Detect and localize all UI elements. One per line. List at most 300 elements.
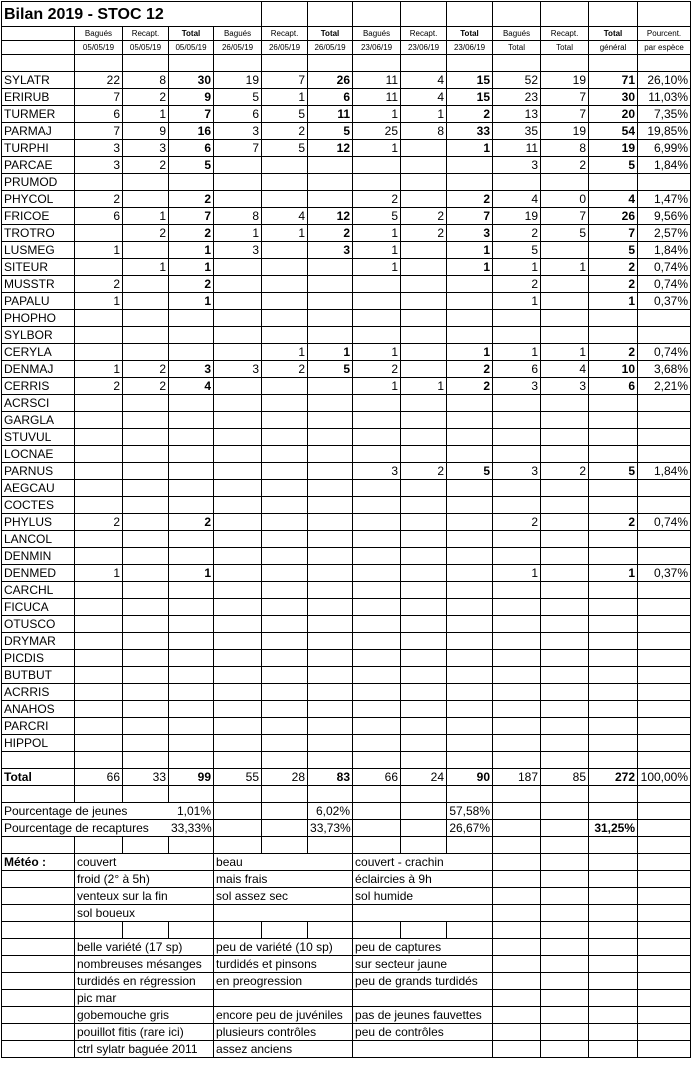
- spacer-row: [2, 922, 691, 939]
- species-value: [493, 412, 541, 429]
- species-value: [638, 701, 691, 718]
- species-value: 2: [353, 361, 401, 378]
- species-value: [401, 684, 447, 701]
- species-value: 9: [169, 89, 214, 106]
- species-value: [308, 293, 353, 310]
- species-value: 2: [589, 276, 638, 293]
- notes-row: [2, 939, 691, 956]
- column-subheader: Total: [541, 41, 589, 55]
- species-value: [214, 718, 262, 735]
- empty-cell: [541, 1024, 589, 1041]
- species-code: LANCOL: [2, 531, 75, 548]
- species-value: [353, 531, 401, 548]
- empty-cell: [541, 871, 589, 888]
- meteo-row: [2, 854, 691, 871]
- species-value: 5: [541, 225, 589, 242]
- species-value: [214, 701, 262, 718]
- species-value: 0,74%: [638, 259, 691, 276]
- species-value: [169, 582, 214, 599]
- species-value: [262, 650, 308, 667]
- species-value: 6: [589, 378, 638, 395]
- species-value: 3: [75, 140, 123, 157]
- species-value: [638, 174, 691, 191]
- species-row: [2, 684, 691, 701]
- species-value: [401, 174, 447, 191]
- species-value: 1: [262, 89, 308, 106]
- meteo-note: mais frais: [214, 871, 353, 888]
- empty-cell: [2, 1007, 75, 1024]
- species-value: [214, 293, 262, 310]
- species-value: 1,84%: [638, 157, 691, 174]
- empty-cell: [589, 837, 638, 854]
- species-row: [2, 208, 691, 225]
- species-value: [447, 582, 493, 599]
- species-value: [589, 684, 638, 701]
- empty-cell: [638, 990, 691, 1007]
- species-row: [2, 174, 691, 191]
- species-row: [2, 514, 691, 531]
- species-value: [308, 429, 353, 446]
- species-value: [262, 565, 308, 582]
- column-subheader: par espèce: [638, 41, 691, 55]
- empty-cell: [589, 973, 638, 990]
- species-value: [262, 616, 308, 633]
- species-value: [75, 667, 123, 684]
- species-code: AEGCAU: [2, 480, 75, 497]
- total-value: 66: [75, 769, 123, 786]
- species-code: GARGLA: [2, 412, 75, 429]
- sheet-title: Bilan 2019 - STOC 12: [2, 2, 214, 27]
- species-row: [2, 395, 691, 412]
- empty-cell: [589, 922, 638, 939]
- species-value: 3: [214, 123, 262, 140]
- species-value: 1: [353, 140, 401, 157]
- species-value: 3: [308, 242, 353, 259]
- meteo-row: [2, 888, 691, 905]
- species-value: 6: [75, 106, 123, 123]
- species-value: 4: [262, 208, 308, 225]
- session-note: [353, 1041, 493, 1058]
- species-value: [262, 412, 308, 429]
- species-value: [589, 599, 638, 616]
- species-value: 71: [589, 72, 638, 89]
- empty-cell: [123, 55, 169, 72]
- species-row: [2, 259, 691, 276]
- species-value: 22: [75, 72, 123, 89]
- species-value: 7: [75, 123, 123, 140]
- species-value: 1: [169, 565, 214, 582]
- species-value: [401, 616, 447, 633]
- species-value: [493, 310, 541, 327]
- species-value: [589, 327, 638, 344]
- species-value: [541, 735, 589, 752]
- species-value: [123, 395, 169, 412]
- empty-cell: [541, 939, 589, 956]
- species-value: [447, 327, 493, 344]
- empty-cell: [493, 871, 541, 888]
- species-value: 0,37%: [638, 293, 691, 310]
- species-value: [308, 480, 353, 497]
- species-value: 9: [123, 123, 169, 140]
- species-value: 1: [541, 344, 589, 361]
- species-value: [123, 344, 169, 361]
- meteo-note: froid (2° à 5h): [75, 871, 214, 888]
- empty-cell: [638, 786, 691, 803]
- empty-cell: [262, 2, 308, 27]
- empty-cell: [541, 1041, 589, 1058]
- species-value: 5: [493, 242, 541, 259]
- species-value: [401, 718, 447, 735]
- species-value: 1: [169, 259, 214, 276]
- species-value: [353, 327, 401, 344]
- meteo-note: sol humide: [353, 888, 493, 905]
- species-value: [353, 497, 401, 514]
- empty-cell: [353, 820, 401, 837]
- jeunes-value: 6,02%: [308, 803, 353, 820]
- species-value: [493, 582, 541, 599]
- empty-cell: [2, 837, 75, 854]
- species-value: [493, 650, 541, 667]
- empty-cell: [123, 922, 169, 939]
- species-value: [262, 429, 308, 446]
- species-value: [308, 497, 353, 514]
- species-row: [2, 633, 691, 650]
- species-value: [75, 310, 123, 327]
- species-value: 1: [353, 106, 401, 123]
- column-header: Bagués: [75, 27, 123, 41]
- empty-cell: [308, 922, 353, 939]
- species-value: [493, 480, 541, 497]
- species-value: [589, 582, 638, 599]
- species-value: 1: [493, 565, 541, 582]
- species-value: [308, 412, 353, 429]
- species-value: 11,03%: [638, 89, 691, 106]
- species-value: [262, 174, 308, 191]
- column-header: Total: [589, 27, 638, 41]
- species-value: 2: [447, 106, 493, 123]
- species-value: [123, 412, 169, 429]
- column-subheader: 26/05/19: [214, 41, 262, 55]
- species-value: [308, 310, 353, 327]
- species-value: [589, 395, 638, 412]
- species-value: [353, 412, 401, 429]
- column-subheader: 23/06/19: [447, 41, 493, 55]
- empty-cell: [2, 939, 75, 956]
- species-value: [638, 531, 691, 548]
- species-value: [169, 412, 214, 429]
- species-value: [123, 497, 169, 514]
- empty-cell: [2, 905, 75, 922]
- column-subheader: général: [589, 41, 638, 55]
- session-note: [214, 990, 353, 1007]
- species-value: [75, 480, 123, 497]
- species-value: [493, 395, 541, 412]
- species-row: [2, 497, 691, 514]
- species-value: [401, 582, 447, 599]
- species-code: SYLATR: [2, 72, 75, 89]
- species-value: 3,68%: [638, 361, 691, 378]
- species-value: [214, 412, 262, 429]
- species-value: [589, 650, 638, 667]
- empty-cell: [493, 786, 541, 803]
- empty-cell: [401, 922, 447, 939]
- species-row: [2, 327, 691, 344]
- species-value: [541, 497, 589, 514]
- meteo-note: couvert - crachin: [353, 854, 493, 871]
- species-value: [262, 242, 308, 259]
- species-value: [447, 633, 493, 650]
- species-value: [75, 531, 123, 548]
- species-value: [123, 310, 169, 327]
- species-value: 2: [169, 225, 214, 242]
- meteo-note: [353, 905, 493, 922]
- species-value: [401, 735, 447, 752]
- species-value: 1: [447, 259, 493, 276]
- notes-row: [2, 1024, 691, 1041]
- species-code: MUSSTR: [2, 276, 75, 293]
- empty-cell: [541, 820, 589, 837]
- species-value: 4: [541, 361, 589, 378]
- empty-cell: [493, 752, 541, 769]
- empty-cell: [638, 1007, 691, 1024]
- column-header: Bagués: [493, 27, 541, 41]
- species-value: 3: [541, 378, 589, 395]
- species-value: [589, 531, 638, 548]
- empty-cell: [493, 803, 541, 820]
- species-value: [262, 463, 308, 480]
- session-note: [353, 990, 493, 1007]
- empty-cell: [2, 1041, 75, 1058]
- species-value: 9,56%: [638, 208, 691, 225]
- species-value: 2: [169, 191, 214, 208]
- species-value: 6: [75, 208, 123, 225]
- meteo-label: Météo :: [2, 854, 75, 871]
- species-value: [401, 191, 447, 208]
- title-row: [2, 2, 691, 27]
- species-value: [308, 701, 353, 718]
- species-value: [214, 735, 262, 752]
- species-row: [2, 225, 691, 242]
- empty-cell: [2, 973, 75, 990]
- empty-cell: [214, 837, 262, 854]
- species-value: [541, 395, 589, 412]
- species-value: 11: [308, 106, 353, 123]
- empty-cell: [541, 837, 589, 854]
- species-value: [589, 701, 638, 718]
- species-value: [638, 548, 691, 565]
- species-value: 19: [541, 72, 589, 89]
- species-row: [2, 565, 691, 582]
- empty-cell: [447, 837, 493, 854]
- species-value: 2: [75, 378, 123, 395]
- species-value: 26,10%: [638, 72, 691, 89]
- species-code: PHOPHO: [2, 310, 75, 327]
- empty-cell: [75, 922, 123, 939]
- species-value: 2: [123, 378, 169, 395]
- species-value: 2: [123, 361, 169, 378]
- species-value: [123, 735, 169, 752]
- species-value: 3: [447, 225, 493, 242]
- species-value: 3: [75, 157, 123, 174]
- empty-cell: [493, 956, 541, 973]
- empty-cell: [169, 837, 214, 854]
- species-value: [214, 174, 262, 191]
- empty-cell: [589, 1007, 638, 1024]
- empty-cell: [401, 837, 447, 854]
- species-value: [638, 718, 691, 735]
- empty-cell: [589, 1024, 638, 1041]
- empty-cell: [638, 922, 691, 939]
- empty-cell: [262, 922, 308, 939]
- session-note: sur secteur jaune: [353, 956, 493, 973]
- recaptures-value: 33,73%: [308, 820, 353, 837]
- empty-cell: [541, 752, 589, 769]
- empty-cell: [493, 973, 541, 990]
- species-value: [75, 548, 123, 565]
- species-value: [638, 310, 691, 327]
- species-row: [2, 106, 691, 123]
- species-value: [401, 429, 447, 446]
- empty-cell: [493, 1007, 541, 1024]
- notes-row: [2, 973, 691, 990]
- species-value: 5: [262, 140, 308, 157]
- species-value: [447, 412, 493, 429]
- species-code: PAPALU: [2, 293, 75, 310]
- species-value: [169, 633, 214, 650]
- species-value: [493, 667, 541, 684]
- empty-cell: [262, 55, 308, 72]
- species-value: [75, 412, 123, 429]
- species-value: [401, 412, 447, 429]
- jeunes-row: [2, 803, 691, 820]
- species-code: PARMAJ: [2, 123, 75, 140]
- notes-row: [2, 1007, 691, 1024]
- species-value: [447, 616, 493, 633]
- session-note: belle variété (17 sp): [75, 939, 214, 956]
- species-value: [169, 174, 214, 191]
- empty-cell: [2, 786, 75, 803]
- species-value: 8: [214, 208, 262, 225]
- species-value: [447, 667, 493, 684]
- empty-cell: [262, 752, 308, 769]
- species-value: [401, 531, 447, 548]
- empty-cell: [638, 905, 691, 922]
- species-value: [262, 531, 308, 548]
- species-value: [638, 480, 691, 497]
- species-code: PARCRI: [2, 718, 75, 735]
- species-value: [75, 582, 123, 599]
- species-value: [541, 276, 589, 293]
- species-value: [401, 650, 447, 667]
- species-value: 3: [493, 378, 541, 395]
- species-value: [262, 293, 308, 310]
- empty-cell: [262, 820, 308, 837]
- species-value: 19: [214, 72, 262, 89]
- jeunes-label: Pourcentage de jeunes: [2, 803, 169, 820]
- species-value: [75, 616, 123, 633]
- empty-cell: [541, 956, 589, 973]
- species-code: PARNUS: [2, 463, 75, 480]
- species-code: LOCNAE: [2, 446, 75, 463]
- species-value: [541, 412, 589, 429]
- column-header: Recapt.: [401, 27, 447, 41]
- species-value: 6: [308, 89, 353, 106]
- species-value: 2: [123, 89, 169, 106]
- empty-cell: [2, 55, 75, 72]
- recaptures-value: 33,33%: [169, 820, 214, 837]
- column-header: Total: [447, 27, 493, 41]
- species-value: [447, 293, 493, 310]
- species-value: [75, 174, 123, 191]
- species-value: [447, 599, 493, 616]
- species-value: [169, 548, 214, 565]
- species-value: [169, 497, 214, 514]
- species-value: [214, 616, 262, 633]
- notes-row: [2, 990, 691, 1007]
- session-note: pas de jeunes fauvettes: [353, 1007, 493, 1024]
- species-value: [541, 616, 589, 633]
- empty-cell: [589, 990, 638, 1007]
- species-value: [401, 565, 447, 582]
- empty-cell: [308, 752, 353, 769]
- empty-cell: [589, 786, 638, 803]
- species-value: [353, 633, 401, 650]
- empty-cell: [541, 1007, 589, 1024]
- species-value: [308, 157, 353, 174]
- empty-cell: [493, 888, 541, 905]
- species-value: [447, 548, 493, 565]
- species-value: 7: [589, 225, 638, 242]
- species-value: 1: [169, 293, 214, 310]
- column-subheader: 05/05/19: [123, 41, 169, 55]
- species-value: [214, 463, 262, 480]
- species-value: 8: [541, 140, 589, 157]
- empty-cell: [541, 922, 589, 939]
- column-header: Total: [308, 27, 353, 41]
- species-value: 54: [589, 123, 638, 140]
- empty-cell: [169, 55, 214, 72]
- species-value: [262, 395, 308, 412]
- species-row: [2, 123, 691, 140]
- empty-cell: [353, 752, 401, 769]
- species-value: 7: [75, 89, 123, 106]
- species-value: [401, 242, 447, 259]
- species-value: 1: [75, 293, 123, 310]
- species-value: [75, 344, 123, 361]
- species-value: [123, 480, 169, 497]
- column-subheader: Total: [493, 41, 541, 55]
- species-value: [75, 463, 123, 480]
- species-value: [262, 582, 308, 599]
- species-value: [447, 480, 493, 497]
- species-code: ACRRIS: [2, 684, 75, 701]
- empty-cell: [589, 803, 638, 820]
- species-code: CARCHL: [2, 582, 75, 599]
- empty-cell: [638, 55, 691, 72]
- species-value: 1: [214, 225, 262, 242]
- species-value: 19: [493, 208, 541, 225]
- species-value: [214, 446, 262, 463]
- species-value: [401, 293, 447, 310]
- empty-cell: [589, 888, 638, 905]
- species-value: 5: [308, 123, 353, 140]
- species-value: 1: [308, 344, 353, 361]
- species-value: [353, 446, 401, 463]
- species-value: 6: [214, 106, 262, 123]
- species-value: [493, 327, 541, 344]
- species-value: [541, 327, 589, 344]
- species-value: 1: [353, 344, 401, 361]
